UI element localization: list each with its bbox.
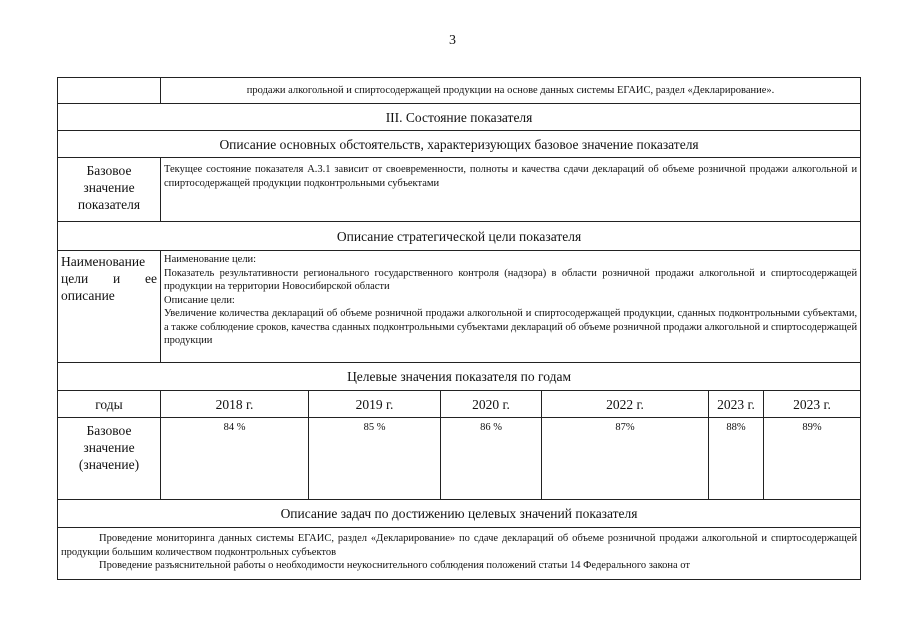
value-cell: 85 % xyxy=(309,418,441,500)
value-cell: 86 % xyxy=(441,418,542,500)
goal-desc-label: Описание цели: xyxy=(164,294,235,306)
year-cell: 2023 г. xyxy=(764,391,861,418)
strategic-goal-heading: Описание стратегической цели показателя xyxy=(58,222,861,251)
goal-desc-text: Увеличение количества деклараций об объеме розничной продажи алкогольной и спиртосодержащей продукции, сданных подконтрольными субъектами, а также соблюдение сроков, качества сданных подконтрольными субъектами деклараций об объеме розничной продажи алкогольной и спиртосодержащей продукции xyxy=(164,308,858,346)
value-cell: 87% xyxy=(542,418,709,500)
circumstances-heading-row xyxy=(58,131,861,158)
strategic-goal-heading-row xyxy=(58,222,861,251)
goal-row xyxy=(58,251,861,363)
goal-name-text: Показатель результативности регионального государственного контроля (надзора) в области розничной продажи алкогольной и спиртосодержащей продукции на территории Новосибирской области xyxy=(164,267,858,292)
year-cell: 2022 г. xyxy=(542,391,709,418)
year-cell: 2023 г. xyxy=(709,391,764,418)
values-row xyxy=(58,418,861,500)
tasks-heading-row xyxy=(58,500,861,528)
value-cell: 88% xyxy=(709,418,764,500)
goal-content xyxy=(161,251,861,363)
continuation-row xyxy=(58,78,861,104)
continuation-text: продажи алкогольной и спиртосодержащей продукции на основе данных системы ЕГАИС, раздел «Декларирование». xyxy=(161,78,861,104)
task-paragraph: Проведение мониторинга данных системы ЕГАИС, раздел «Декларирование» по сдаче деклараций об объеме розничной продажи алкогольной и спиртосодержащей продукции большим количеством подконтрольных субъектов xyxy=(61,533,858,558)
section-title-row xyxy=(58,104,861,131)
value-cell: 84 % xyxy=(161,418,309,500)
base-value-row xyxy=(58,158,861,222)
tasks-content xyxy=(58,528,861,580)
year-cell: 2020 г. xyxy=(441,391,542,418)
year-cell: 2019 г. xyxy=(309,391,441,418)
targets-heading: Целевые значения показателя по годам xyxy=(58,363,861,391)
base-value-text: Текущее состояние показателя А.3.1 зависит от своевременности, полноты и качества сдачи деклараций об объеме розничной продажи алкогольной и спиртосодержащей продукции подконтрольными субъектами xyxy=(161,158,861,222)
tasks-heading: Описание задач по достижению целевых значений показателя xyxy=(58,500,861,528)
empty-cell xyxy=(58,78,161,104)
years-label: годы xyxy=(58,391,161,418)
year-cell: 2018 г. xyxy=(161,391,309,418)
years-row xyxy=(58,391,861,418)
indicator-table xyxy=(57,77,861,580)
targets-heading-row xyxy=(58,363,861,391)
circumstances-heading: Описание основных обстоятельств, характеризующих базовое значение показателя xyxy=(58,131,861,158)
value-cell: 89% xyxy=(764,418,861,500)
page-number: 3 xyxy=(449,33,456,48)
task-paragraph: Проведение разъяснительной работы о необходимости неукоснительного соблюдения положений статьи 14 Федерального закона от xyxy=(99,560,690,571)
goal-name-label: Наименование цели: xyxy=(164,254,257,265)
value-label: Базовое значение (значение) xyxy=(58,418,161,500)
base-value-label: Базовое значение показателя xyxy=(58,158,161,222)
tasks-row xyxy=(58,528,861,580)
goal-label: Наименование цели и ее описание xyxy=(58,251,161,363)
section-title: III. Состояние показателя xyxy=(58,104,861,131)
